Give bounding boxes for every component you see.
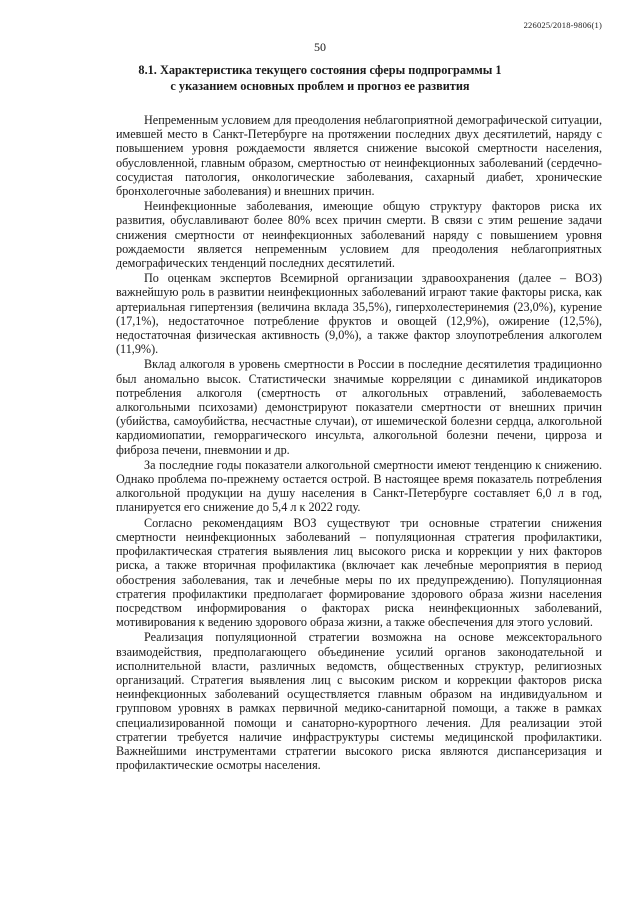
section-title <box>100 62 540 94</box>
paragraph: За последние годы показатели алкогольной смертности имеют тенденцию к снижению. Однако проблема по-прежнему остается острой. В настоящее время показатель потребления алкогольной продукции на душу населения в Санкт-Петербурге составляет 6,0 л в год, планируется его снижение до 5,4 л к 2022 году. <box>116 457 602 515</box>
paragraph: Реализация популяционной стратегии возможна на основе межсекторального взаимодействия, предполагающего объединение усилий органов законодательной и исполнительной власти, различных ведомств, общественных структур, религиозных организаций. Стратегия выявления лиц с высоким риском и коррекции факторов риска неинфекционных заболеваний осуществляется главным образом на индивидуальном и групповом уровнях в рамках первичной медико-санитарной помощи, а также в рамках специализированной помощи и санаторно-курортного лечения. Для реализации этой стратегии требуется наличие инфраструктуры системы медицинской профилактики. Важнейшими инструментами стратегии высокого риска являются диспансеризация и профилактические осмотры населения. <box>116 630 602 773</box>
paragraph: Неинфекционные заболевания, имеющие общую структуру факторов риска их развития, обуславливают более 80% всех причин смерти. В связи с этим решение задачи снижения смертности от неинфекционных заболеваний наряду с повышением уровня рождаемости является непременным условием для преодоления неблагоприятных демографических тенденций последних десятилетий. <box>116 199 602 271</box>
page-number: 50 <box>314 40 326 54</box>
section-title-line-2: с указанием основных проблем и прогноз ее развития <box>170 79 470 93</box>
paragraph: Согласно рекомендациям ВОЗ существуют три основные стратегии снижения смертности неинфекционных заболеваний – популяционная стратегия профилактики, профилактическая стратегия выявления лиц высокого риска и коррекции у них факторов риска, а также вторичная профилактика (включает как лечебные мероприятия в период обострения заболевания, так и лечебные меры по их предупреждению). Популяционная стратегия профилактики предполагает формирование здорового образа жизни населения посредством информирования о факторах риска неинфекционных заболеваний, мотивирования к ведению здорового образа жизни, а также обеспечения для этого условий. <box>116 515 602 630</box>
document-id: 226025/2018-9806(1) <box>523 20 602 30</box>
paragraph: Вклад алкоголя в уровень смертности в России в последние десятилетия традиционно был аномально высок. Статистически значимые корреляции с динамикой индикаторов потребления алкоголя (смертность от алкогольных отравлений, заболеваемость алкогольными психозами) демонстрируют показатели смертности от внешних причин (убийства, самоубийства, несчастные случаи), от ишемической болезни сердца, алкогольной кардиомиопатии, геморрагического инсульта, алкогольной болезни печени, цирроза и фиброза печени, пневмонии и др. <box>116 357 602 457</box>
paragraph: По оценкам экспертов Всемирной организации здравоохранения (далее – ВОЗ) важнейшую роль в развитии неинфекционных заболеваний играют такие факторы риска, как артериальная гипертензия (величина вклада 35,5%), гиперхолестеринемия (23,0%), курение (17,1%), недостаточное потребление фруктов и овощей (12,9%), ожирение (12,5%), недостаточная физическая активность (9,0%), а также фактор злоупотребления алкоголем (11,9%). <box>116 271 602 357</box>
section-title-line-1: 8.1. Характеристика текущего состояния сферы подпрограммы 1 <box>138 63 502 77</box>
paragraph: Непременным условием для преодоления неблагоприятной демографической ситуации, имевшей место в Санкт-Петербурге на протяжении последних двух десятилетий, наряду с повышением уровня рождаемости является снижение высокой смертности населения, обусловленной, главным образом, смертностью от неинфекционных заболеваний (сердечно-сосудистая патология, онкологические заболевания, сахарный диабет, хронические бронхолегочные заболевания) и внешних причин. <box>116 113 602 199</box>
body-text <box>116 113 602 773</box>
